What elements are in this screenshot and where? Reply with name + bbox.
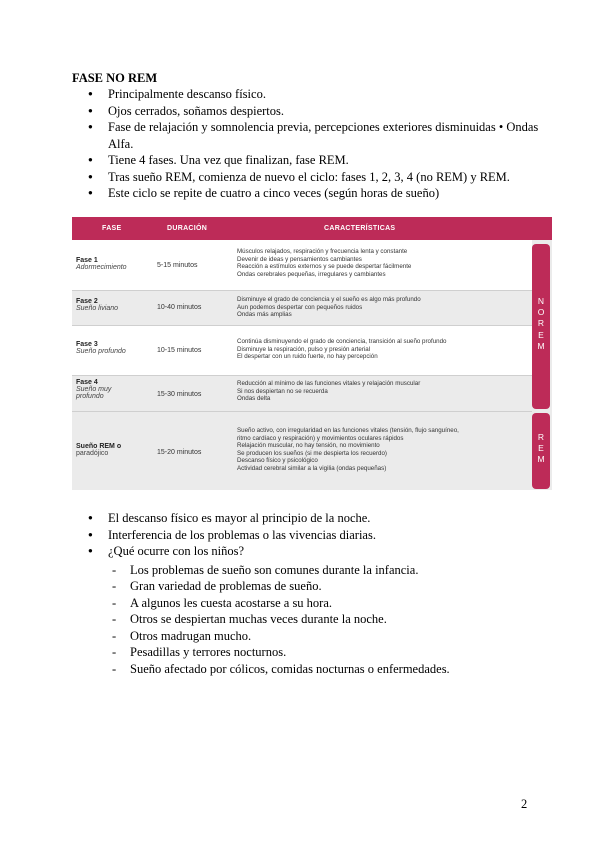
phase-cell: [76, 379, 136, 400]
phase-name: Fase 3: [76, 341, 98, 348]
characteristics-cell: [237, 380, 532, 403]
characteristics-cell: [237, 248, 532, 278]
phase-subtitle: Sueño profundo: [76, 348, 126, 355]
list-item: ● Ojos cerrados, soñamos despiertos.: [72, 103, 542, 120]
phase-subtitle: Sueño muy profundo: [76, 386, 112, 400]
table-row: [72, 240, 532, 290]
table-row: [72, 411, 532, 490]
side-letter: E: [538, 329, 544, 340]
phase-name: Fase 1: [76, 257, 98, 264]
list-item-text: ¿Qué ocurre con los niños?: [108, 544, 245, 558]
side-letter: E: [538, 443, 544, 454]
characteristic-line: ritmo cardíaco y respiración) y movimientos oculares rápidos: [237, 434, 404, 442]
table-row: [72, 325, 532, 375]
list-item: ● Principalmente descanso físico.: [72, 86, 542, 103]
phase-cell: [76, 341, 126, 355]
characteristic-line: Reducción al mínimo de las funciones vitales y relajación muscular: [237, 380, 421, 387]
table-row: [72, 375, 532, 411]
row-divider: [72, 325, 532, 326]
sub-list-item: - Los problemas de sueño son comunes durante la infancia.: [108, 562, 542, 579]
col-header-duracion: DURACIÓN: [167, 225, 208, 232]
list-item: ● El descanso físico es mayor al principio de la noche.: [72, 510, 542, 527]
characteristic-line: Actividad cerebral similar a la vigilia (ondas pequeñas): [237, 464, 387, 472]
ninos-sublist: [108, 562, 542, 678]
characteristic-line: El despertar con un ruido fuerte, no hay percepción: [237, 353, 378, 361]
characteristic-line: Devenir de ideas y pensamientos cambiantes: [237, 255, 362, 263]
section-heading: FASE NO REM: [72, 71, 158, 85]
characteristic-line: Ondas delta: [237, 395, 271, 403]
page-number: 2: [521, 797, 528, 811]
characteristic-line: Continúa disminuyendo el grado de conciencia, transición al sueño profundo: [237, 338, 447, 345]
sub-list-item: - A algunos les cuesta acostarse a su hora.: [108, 595, 542, 612]
phase-cell: [76, 298, 118, 312]
list-item: ● Tiene 4 fases. Una vez que finalizan, fase REM.: [72, 152, 542, 169]
phase-subtitle: paradójico: [76, 450, 109, 457]
list-item: ● Tras sueño REM, comienza de nuevo el ciclo: fases 1, 2, 3, 4 (no REM) y REM.: [72, 169, 542, 186]
characteristic-line: Descanso físico y psicológico: [237, 457, 318, 465]
characteristic-line: Músculos relajados, respiración y frecuencia lenta y constante: [237, 248, 408, 255]
col-header-fase: FASE: [102, 225, 122, 232]
duration-cell: 15-20 minutos: [157, 449, 202, 456]
table-row: [72, 290, 532, 325]
sub-list-item: - Otros madrugan mucho.: [108, 628, 542, 645]
table-header: [72, 217, 552, 240]
characteristics-cell: [237, 338, 532, 361]
side-letter: M: [537, 340, 545, 351]
phase-name: Fase 4: [76, 379, 98, 386]
sub-list-item: - Otros se despiertan muchas veces durante la noche.: [108, 611, 542, 628]
sub-list-item: - Pesadillas y terrores nocturnos.: [108, 644, 542, 661]
side-letter: R: [537, 318, 545, 329]
phase-name: Sueño REM o: [76, 443, 122, 450]
characteristic-line: Disminuye la respiración, pulso y presión arterial: [237, 345, 371, 353]
phase-subtitle: Sueño liviano: [76, 305, 119, 312]
characteristic-line: Se producen los sueños (si me despierta los recuerdo): [237, 449, 387, 457]
row-divider: [72, 290, 532, 291]
characteristics-cell: [237, 427, 532, 473]
col-header-caracteristicas: CARACTERÍSTICAS: [324, 225, 396, 232]
characteristic-line: Sueño activo, con irregularidad en las funciones vitales (tensión, flujo sanguíneo,: [237, 427, 459, 434]
phase-cell: [76, 257, 127, 271]
side-letter: O: [537, 307, 545, 318]
characteristic-line: Aun podemos despertar con pequeños ruidos: [237, 303, 363, 311]
row-divider: [72, 375, 532, 376]
side-letter: N: [537, 296, 545, 306]
duration-cell: 15-30 minutos: [157, 391, 202, 398]
characteristic-line: Ondas cerebrales pequeñas, irregulares y cambiantes: [237, 270, 386, 278]
phase-subtitle: Adormecimiento: [76, 264, 127, 271]
sub-list-item: - Sueño afectado por cólicos, comidas nocturnas o enfermedades.: [108, 661, 542, 678]
list-item: ● Este ciclo se repite de cuatro a cinco veces (según horas de sueño): [72, 185, 542, 202]
characteristic-line: Si nos despiertan no se recuerda: [237, 387, 328, 395]
characteristic-line: Disminuye el grado de conciencia y el sueño es algo más profundo: [237, 296, 421, 303]
sub-list-item: - Gran variedad de problemas de sueño.: [108, 578, 542, 595]
list-item: ● Fase de relajación y somnolencia previa, percepciones exteriores disminuidas • Ondas Alfa.: [72, 119, 542, 152]
side-label-rem: [532, 413, 550, 489]
side-label-no-rem: [532, 244, 550, 409]
bullet-list-bottom: [72, 510, 542, 677]
characteristic-line: Relajación muscular, no hay tensión, no movimiento: [237, 442, 380, 450]
row-divider: [72, 411, 532, 412]
list-item: ● Interferencia de los problemas o las vivencias diarias.: [72, 527, 542, 544]
phase-name: Fase 2: [76, 298, 98, 305]
duration-cell: 5-15 minutos: [157, 262, 198, 269]
side-letter: R: [537, 432, 545, 442]
characteristic-line: Reacción a estímulos externos y se puede despertar fácilmente: [237, 263, 412, 271]
duration-cell: 10-40 minutos: [157, 304, 202, 311]
characteristics-cell: [237, 296, 532, 319]
phase-cell: [76, 443, 121, 457]
sleep-phases-table: [72, 217, 552, 490]
duration-cell: 10-15 minutos: [157, 347, 202, 354]
list-item-ninos: [72, 543, 542, 677]
characteristic-line: Ondas más amplias: [237, 311, 292, 319]
bullet-list-no-rem: [72, 86, 542, 202]
side-letter: M: [537, 454, 545, 465]
